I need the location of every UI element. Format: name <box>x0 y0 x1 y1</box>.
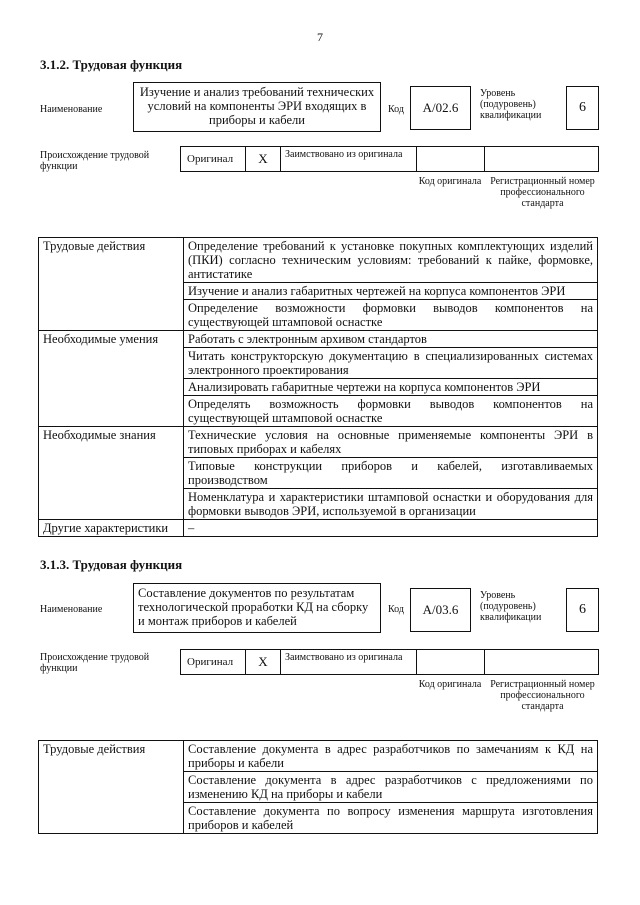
table-row <box>39 238 598 283</box>
original-label: Оригинал <box>181 650 246 674</box>
code-original-caption: Код оригинала <box>418 176 482 187</box>
category-cell: Другие характеристики <box>39 520 184 537</box>
level-label: Уровень (подуровень) квалификации <box>480 88 542 121</box>
level-value: 6 <box>566 86 599 130</box>
name-label: Наименование <box>40 604 103 615</box>
code-value: A/02.6 <box>410 86 471 130</box>
code-value: A/03.6 <box>410 588 471 632</box>
section-heading: 3.1.2. Трудовая функция <box>40 57 183 72</box>
item-cell: Составление документа в адрес разработчиков по замечаниям к КД на приборы и кабели <box>184 741 598 772</box>
item-cell: Определение возможности формовки выводов компонентов на существующей штамповой оснастке <box>184 300 598 331</box>
level-value: 6 <box>566 588 599 632</box>
category-cell: Необходимые знания <box>39 427 184 520</box>
code-original-cell <box>417 650 485 674</box>
code-original-caption: Код оригинала <box>418 679 482 690</box>
borrowed-label: Заимствовано из оригинала <box>281 650 417 674</box>
original-mark: X <box>246 650 281 674</box>
origin-table <box>180 146 599 172</box>
reg-number-cell <box>485 147 598 171</box>
name-label: Наименование <box>40 104 103 115</box>
page-number: 7 <box>317 30 323 44</box>
item-cell: Анализировать габаритные чертежи на корпуса компонентов ЭРИ <box>184 379 598 396</box>
item-cell: Составление документа в адрес разработчиков с предложениями по изменению КД на приборы и кабели <box>184 772 598 803</box>
table-row <box>39 427 598 458</box>
code-original-cell <box>417 147 485 171</box>
item-cell: – <box>184 520 598 537</box>
function-table <box>38 237 598 537</box>
item-cell: Работать с электронным архивом стандартов <box>184 331 598 348</box>
original-mark: X <box>246 147 281 171</box>
origin-label: Происхождение трудовой функции <box>40 652 150 674</box>
category-cell: Трудовые действия <box>39 238 184 331</box>
item-cell: Технические условия на основные применяемые компоненты ЭРИ в типовых приборах и кабелях <box>184 427 598 458</box>
table-row <box>39 331 598 348</box>
item-cell: Определять возможность формовки выводов компонентов на существующей штамповой оснастке <box>184 396 598 427</box>
item-cell: Определение требований к установке покупных комплектующих изделий (ПКИ) согласно техническим условиям: требований к пайке, формовке, антистатике <box>184 238 598 283</box>
item-cell: Составление документа по вопросу изменения маршрута изготовления приборов и кабелей <box>184 803 598 834</box>
reg-number-caption: Регистрационный номер профессионального стандарта <box>490 679 595 712</box>
level-label: Уровень (подуровень) квалификации <box>480 590 542 623</box>
function-name: Изучение и анализ требований технических условий на компоненты ЭРИ входящих в приборы и кабели <box>133 82 381 132</box>
code-label: Код <box>388 104 404 115</box>
borrowed-label: Заимствовано из оригинала <box>281 147 417 171</box>
function-table <box>38 740 598 834</box>
origin-label: Происхождение трудовой функции <box>40 150 150 172</box>
category-cell: Необходимые умения <box>39 331 184 427</box>
table-row <box>39 741 598 772</box>
original-label: Оригинал <box>181 147 246 171</box>
origin-table <box>180 649 599 675</box>
code-label: Код <box>388 604 404 615</box>
item-cell: Читать конструкторскую документацию в специализированных системах электронного проектирования <box>184 348 598 379</box>
category-cell: Трудовые действия <box>39 741 184 834</box>
function-name: Составление документов по результатам технологической проработки КД на сборку и монтаж приборов и кабелей <box>133 583 381 633</box>
reg-number-caption: Регистрационный номер профессионального стандарта <box>490 176 595 209</box>
item-cell: Номенклатура и характеристики штамповой оснастки и оборудования для формовки выводов ЭРИ, используемой в организации <box>184 489 598 520</box>
reg-number-cell <box>485 650 598 674</box>
item-cell: Изучение и анализ габаритных чертежей на корпуса компонентов ЭРИ <box>184 283 598 300</box>
table-row <box>39 520 598 537</box>
item-cell: Типовые конструкции приборов и кабелей, изготавливаемых производством <box>184 458 598 489</box>
section-heading: 3.1.3. Трудовая функция <box>40 557 183 572</box>
